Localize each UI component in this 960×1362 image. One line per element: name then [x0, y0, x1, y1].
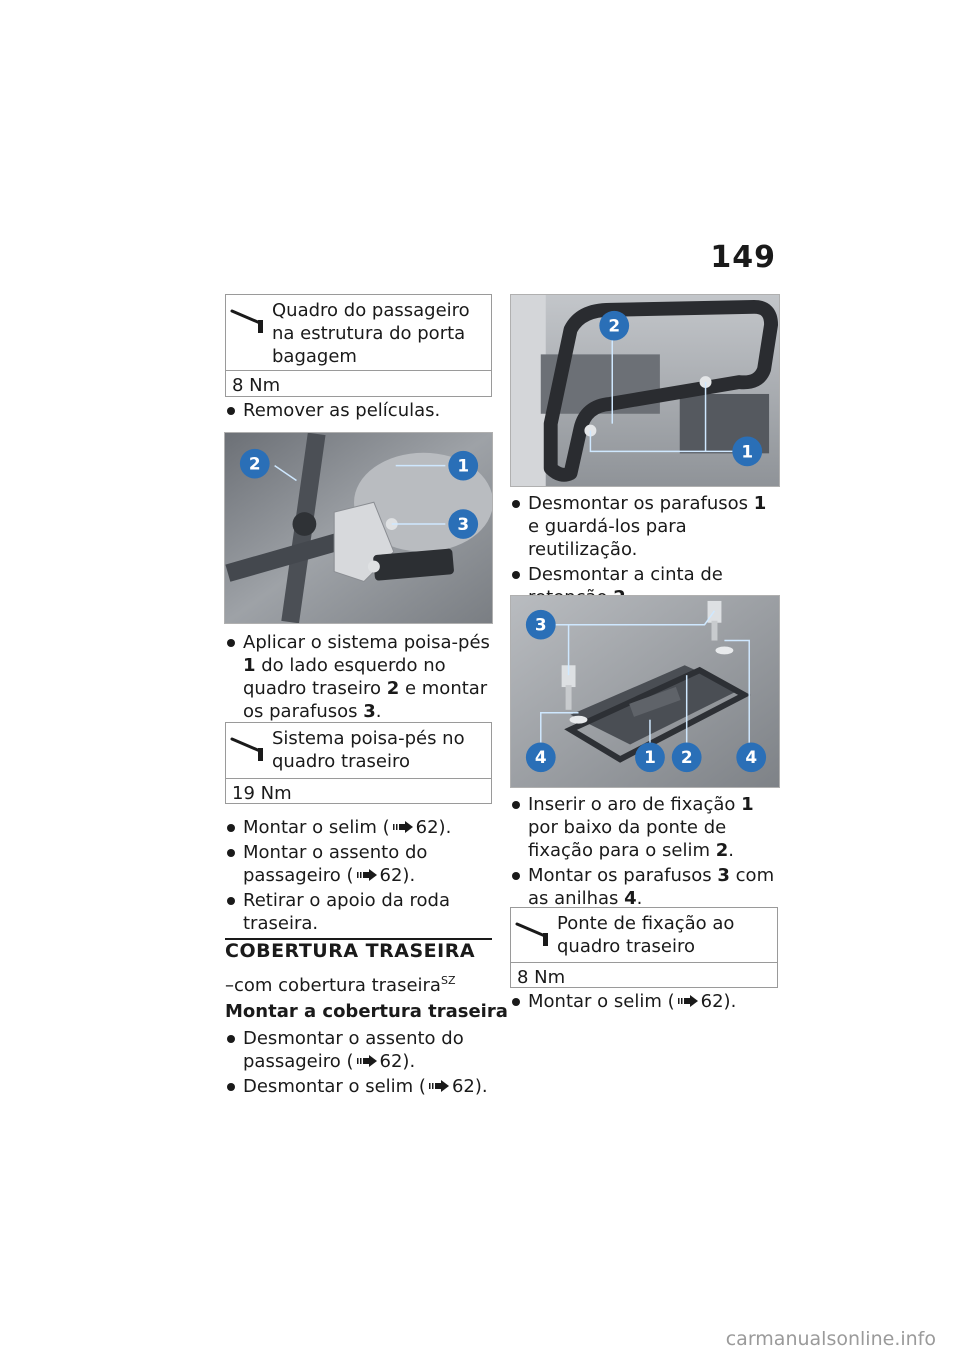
retaining-strap-photo: [510, 294, 780, 487]
step-remove-seat: Desmontar o selim ( 62).: [225, 1075, 495, 1098]
step-mount-seat: Montar o selim ( 62).: [510, 990, 780, 1013]
callout-3: 3: [534, 614, 547, 635]
callout-1: 1: [457, 455, 470, 476]
torque-value: 8 Nm: [232, 375, 281, 396]
step-list: [225, 1027, 495, 1100]
torque-value: 19 Nm: [232, 783, 292, 804]
callout-4: 4: [534, 747, 547, 768]
callout-1: 1: [741, 441, 754, 462]
callout-2: 2: [680, 747, 693, 768]
step-list: [225, 816, 495, 937]
mounting-bracket-photo: [510, 595, 780, 788]
callout-2: 2: [248, 453, 261, 474]
torque-label: Sistema poisa-pés no quadro traseiro: [272, 728, 465, 772]
torque-spec-passenger-frame: [225, 294, 492, 397]
step-mount-screws: Montar os parafusos 3 com as anilhas 4.: [510, 864, 780, 910]
torque-label: Quadro do passageiro na estrutura do porta bagagem: [272, 300, 470, 367]
torque-wrench-icon: [230, 735, 270, 763]
torque-wrench-icon: [230, 307, 270, 335]
step-insert-ring: Inserir o aro de fixação 1 por baixo da ponte de fixação para o selim 2.: [510, 793, 780, 862]
step-remove-passenger-seat: Desmontar o assento do passageiro ( 62).: [225, 1027, 495, 1073]
torque-value: 8 Nm: [517, 967, 566, 988]
step-mount-seat: Montar o selim ( 62).: [225, 816, 495, 839]
step-list: [225, 399, 495, 424]
step-remove-strap: Desmontar a cinta de: [510, 563, 780, 609]
page-reference-icon: [677, 994, 699, 1008]
step-list: [510, 793, 780, 912]
page-reference-icon: [356, 868, 378, 882]
footrest-photo: [224, 432, 493, 624]
step-remove-stand: Retirar o apoio da roda traseira.: [225, 889, 495, 935]
step-remove-films: Remover as películas.: [225, 399, 495, 422]
section-title: COBERTURA TRASEIRA: [225, 940, 476, 962]
step-apply-footrest: Aplicar o sistema poisa-pés 1 do lado esquerdo no quadro traseiro 2 e montar os parafusos 3.: [225, 631, 495, 723]
step-list: [510, 990, 780, 1015]
watermark: carmanualsonline.info: [725, 1328, 936, 1350]
step-unscrew: Desmontar os parafusos 1 e guardá-los para reutilização.: [510, 492, 780, 561]
callout-1: 1: [644, 747, 656, 768]
page-reference-icon: [356, 1054, 378, 1068]
step-list: [225, 631, 495, 725]
torque-wrench-icon: [515, 920, 555, 948]
variant-note: –com cobertura traseira$^{SZ}$: [225, 974, 456, 996]
page-number: 149: [710, 240, 776, 275]
callout-3: 3: [457, 514, 470, 534]
subheading: Montar a cobertura traseira: [225, 1001, 508, 1022]
page-reference-icon: [392, 820, 414, 834]
step-mount-passenger-seat: Montar o assento do passageiro ( 62).: [225, 841, 495, 887]
section-rule: [225, 938, 492, 940]
torque-label: Ponte de fixação ao quadro traseiro: [557, 913, 735, 957]
torque-spec-footrest: [225, 722, 492, 804]
page-reference-icon: [428, 1079, 450, 1093]
step-list: [510, 492, 780, 611]
callout-4: 4: [745, 747, 758, 768]
torque-spec-bridge: [510, 907, 778, 988]
equipment-code: SZ: [440, 974, 456, 987]
callout-2: 2: [608, 315, 621, 336]
